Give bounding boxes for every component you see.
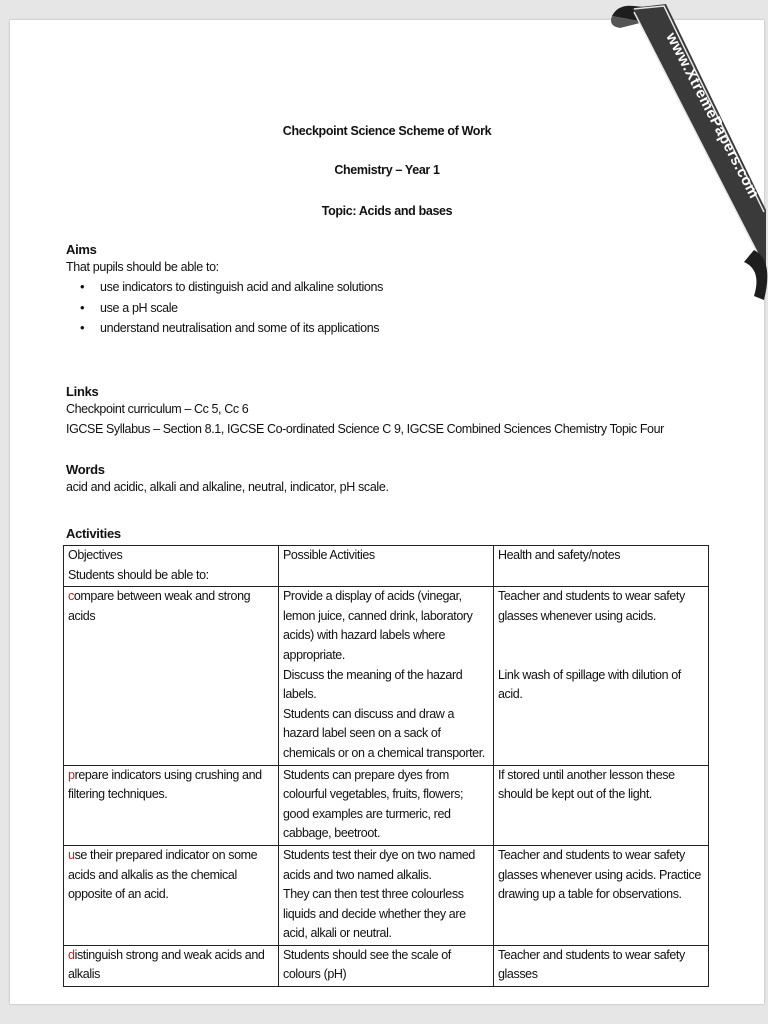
activities-table	[63, 545, 709, 987]
header-cell	[494, 546, 709, 587]
document-title: Checkpoint Science Scheme of Work	[282, 124, 492, 138]
activity-cell: Provide a display of acids (vinegar, lemon juice, canned drink, laboratory acids) with hazard labels where appropriate. Discuss the meaning of the hazard labels. Students can discuss and draw a hazard label seen on a sack of chemicals or on a chemical transporter.	[279, 587, 494, 765]
aims-item: • understand neutralisation and some of its applications	[66, 318, 626, 339]
notes-cell: If stored until another lesson these should be kept out of the light.	[494, 765, 709, 845]
document-subtitle: Chemistry – Year 1	[334, 163, 440, 177]
objective-text: ompare between weak and strong acids	[68, 589, 251, 623]
aims-intro: That pupils should be able to:	[66, 260, 219, 274]
aims-list	[66, 277, 626, 339]
objective-cell	[64, 587, 279, 765]
header-notes: Health and safety/notes	[498, 548, 621, 562]
header-cell	[279, 546, 494, 587]
objective-initial: c	[68, 589, 74, 604]
objective-cell	[64, 765, 279, 845]
objective-text: istinguish strong and weak acids and alkalis	[68, 947, 265, 982]
table-row	[64, 587, 709, 765]
ribbon-graphic	[604, 0, 768, 310]
objective-cell	[64, 945, 279, 986]
xtremepapers-ribbon[interactable]	[604, 0, 768, 310]
activity-cell: Students test their dye on two named acids and two named alkalis. They can then test three colourless liquids and decide whether they are acid, alkali or neutral.	[279, 845, 494, 945]
table-row	[64, 765, 709, 845]
objective-initial: u	[68, 847, 75, 862]
header-activities: Possible Activities	[283, 548, 375, 562]
objective-initial: d	[68, 947, 75, 962]
table-header-row	[64, 546, 709, 587]
words-text: acid and acidic, alkali and alkaline, neutral, indicator, pH scale.	[66, 480, 389, 494]
activity-cell: Students should see the scale of colours (pH)	[279, 945, 494, 986]
objective-initial: p	[68, 767, 75, 782]
links-line: Checkpoint curriculum – Cc 5, Cc 6	[66, 402, 249, 416]
ribbon-text: www.XtremePapers.com	[662, 29, 763, 202]
header-cell	[64, 546, 279, 587]
topic-title: Topic: Acids and bases	[321, 204, 453, 218]
links-line: IGCSE Syllabus – Section 8.1, IGCSE Co-ordinated Science C 9, IGCSE Combined Sciences Chemistry Topic Four	[66, 422, 664, 436]
table-row	[64, 945, 709, 986]
objective-text: se their prepared indicator on some acids and alkalis as the chemical opposite of an acid.	[68, 847, 258, 902]
objective-cell	[64, 845, 279, 945]
notes-cell: Teacher and students to wear safety glasses whenever using acids. Practice drawing up a table for observations.	[494, 845, 709, 945]
table-row	[64, 845, 709, 945]
aims-section	[66, 242, 626, 339]
aims-item: • use a pH scale	[66, 298, 626, 319]
header-objectives-sub: Students should be able to:	[68, 567, 209, 582]
words-section	[66, 462, 706, 497]
words-heading: Words	[66, 462, 105, 477]
objective-text: repare indicators using crushing and filtering techniques.	[68, 767, 262, 802]
notes-cell: Teacher and students to wear safety glasses whenever using acids. Link wash of spillage with dilution of acid.	[494, 587, 709, 765]
notes-cell: Teacher and students to wear safety glasses	[494, 945, 709, 986]
links-section	[66, 384, 706, 439]
aims-heading: Aims	[66, 242, 97, 257]
activities-heading: Activities	[66, 526, 121, 541]
links-heading: Links	[66, 384, 99, 399]
aims-item: • use indicators to distinguish acid and alkaline solutions	[66, 277, 626, 298]
activity-cell: Students can prepare dyes from colourful vegetables, fruits, flowers; good examples are turmeric, red cabbage, beetroot.	[279, 765, 494, 845]
header-objectives: Objectives	[68, 548, 123, 562]
